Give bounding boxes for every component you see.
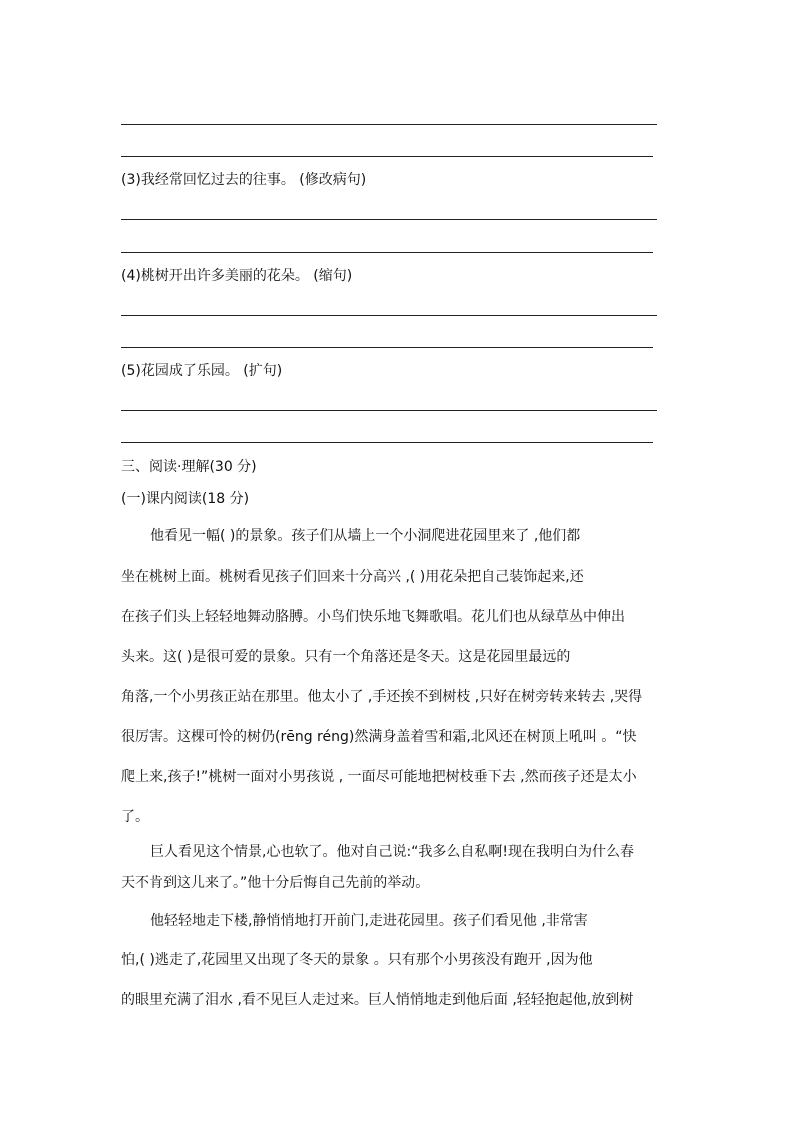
passage-line: 天不肯到这儿来了。”他十分后悔自己先前的举动。 [121, 875, 430, 891]
answer-line[interactable] [121, 410, 657, 411]
passage-line: 他轻轻地走下楼,静悄悄地打开前门,走进花园里。孩子们看见他 ,非常害 [150, 913, 588, 929]
passage-line: 在孩子们头上轻轻地舞动胳膊。小鸟们快乐地飞舞歌唱。花儿们也从绿草丛中伸出 [121, 609, 625, 625]
passage-line: 了。 [121, 809, 149, 825]
section-title: 三、阅读·理解(30 分) [121, 459, 257, 475]
passage-line: 爬上来,孩子!”桃树一面对小男孩说 , 一面尽可能地把树枝垂下去 ,然而孩子还是太小 [121, 769, 637, 785]
question-5: (5)花园成了乐园。 (扩句) [121, 363, 283, 379]
passage-line: 坐在桃树上面。桃树看见孩子们回来十分高兴 ,( )用花朵把自己装饰起来,还 [121, 569, 584, 585]
question-4: (4)桃树开出许多美丽的花朵。 (缩句) [121, 268, 353, 284]
passage-line: 的眼里充满了泪水 ,看不见巨人走过来。巨人悄悄地走到他后面 ,轻轻抱起他,放到树 [121, 992, 634, 1008]
subsection-title: (一)课内阅读(18 分) [121, 491, 250, 507]
answer-line[interactable] [121, 156, 653, 157]
passage-line: 很厉害。这棵可怜的树仍(rēng réng)然满身盖着雪和霜,北风还在树顶上吼叫 。“快 [121, 729, 637, 745]
passage-line: 头来。这( )是很可爱的景象。只有一个角落还是冬天。这是花园里最远的 [121, 649, 571, 665]
answer-line[interactable] [121, 124, 657, 125]
answer-line[interactable] [121, 252, 653, 253]
passage-line: 巨人看见这个情景,心也软了。他对自己说:“我多么自私啊!现在我明白为什么春 [150, 844, 635, 860]
passage-line: 怕,( )逃走了,花园里又出现了冬天的景象 。只有那个小男孩没有跑开 ,因为他 [121, 952, 593, 968]
answer-line[interactable] [121, 219, 657, 220]
question-3: (3)我经常回忆过去的往事。 (修改病句) [121, 172, 367, 188]
answer-line[interactable] [121, 347, 653, 348]
answer-line[interactable] [121, 315, 657, 316]
answer-line[interactable] [121, 442, 653, 443]
passage-line: 他看见一幅( )的景象。孩子们从墙上一个小洞爬进花园里来了 ,他们都 [150, 528, 581, 544]
passage-line: 角落,一个小男孩正站在那里。他太小了 ,手还挨不到树枝 ,只好在树旁转来转去 ,哭得 [121, 689, 643, 705]
